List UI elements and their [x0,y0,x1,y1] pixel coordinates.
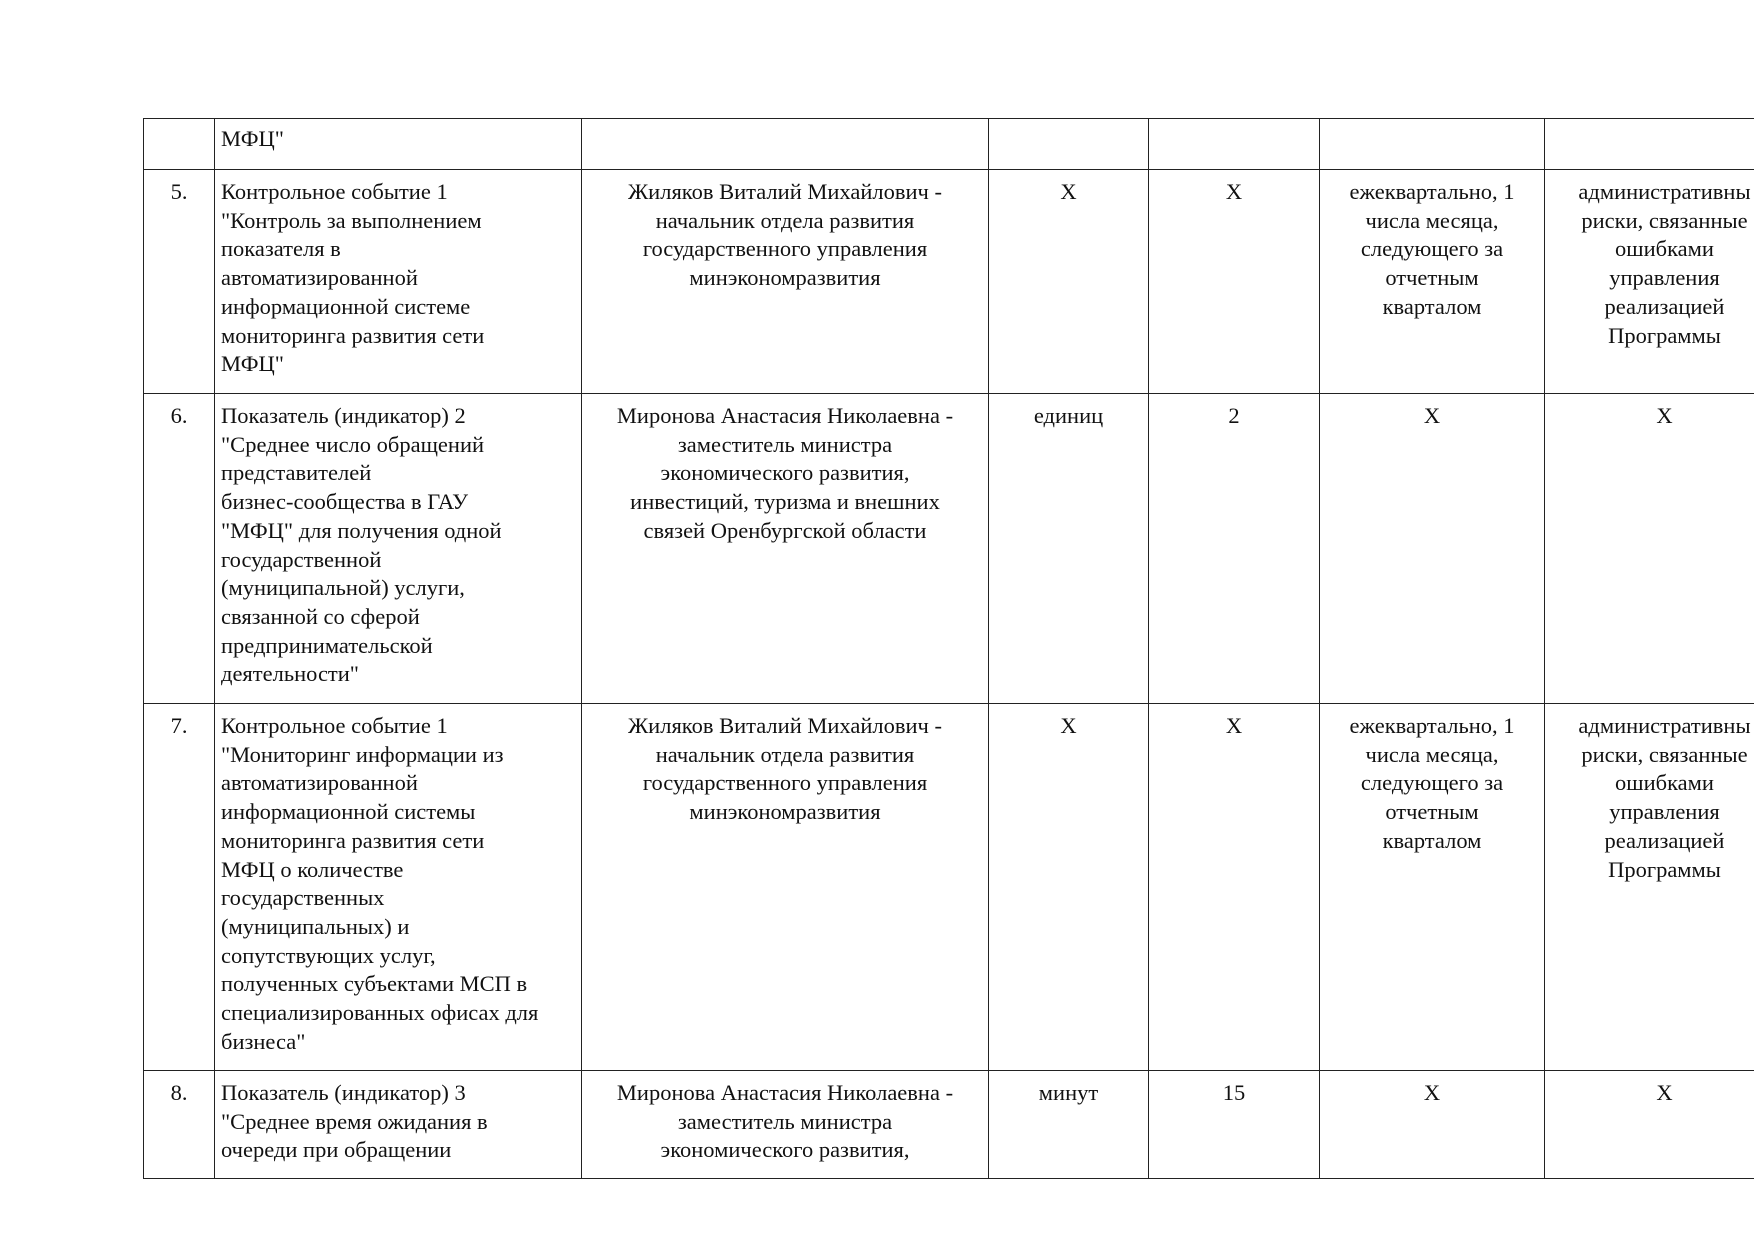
risks-cell: Х [1545,394,1754,704]
table-row [144,170,1754,394]
responsible-person-cell: Жиляков Виталий Михайлович - начальник отдела развития государственного управления минэкономразвития [582,704,989,1071]
risks-cell: административны риски, связанные ошибками управления реализацией Программы [1545,170,1754,394]
reporting-period-cell: Х [1320,1071,1545,1179]
target-value-cell: 2 [1149,394,1320,704]
table-row [144,394,1754,704]
table-row [144,1071,1754,1179]
row-number-cell [144,119,215,170]
unit-cell: единиц [989,394,1149,704]
risks-cell [1545,119,1754,170]
item-name-cell: Контрольное событие 1 "Контроль за выполнением показателя в автоматизированной информационной системе мониторинга развития сети МФЦ" [215,170,582,394]
responsible-person-cell: Миронова Анастасия Николаевна - заместитель министра экономического развития, [582,1071,989,1179]
target-value-cell: Х [1149,704,1320,1071]
responsible-person-cell: Жиляков Виталий Михайлович - начальник отдела развития государственного управления минэкономразвития [582,170,989,394]
item-name-cell: Показатель (индикатор) 3 "Среднее время ожидания в очереди при обращении [215,1071,582,1179]
item-name-cell: МФЦ" [215,119,582,170]
target-value-cell [1149,119,1320,170]
risks-cell: Х [1545,1071,1754,1179]
row-number-cell: 7. [144,704,215,1071]
row-number-cell: 5. [144,170,215,394]
row-number-cell: 6. [144,394,215,704]
row-number-cell: 8. [144,1071,215,1179]
reporting-period-cell: Х [1320,394,1545,704]
unit-cell: Х [989,704,1149,1071]
table-row [144,119,1754,170]
responsible-person-cell [582,119,989,170]
unit-cell: Х [989,170,1149,394]
unit-cell: минут [989,1071,1149,1179]
target-value-cell: Х [1149,170,1320,394]
reporting-period-cell [1320,119,1545,170]
reporting-period-cell: ежеквартально, 1 числа месяца, следующего за отчетным кварталом [1320,170,1545,394]
unit-cell [989,119,1149,170]
responsible-person-cell: Миронова Анастасия Николаевна - заместитель министра экономического развития, инвестиций, туризма и внешних связей Оренбургской области [582,394,989,704]
program-table [143,118,1754,1179]
reporting-period-cell: ежеквартально, 1 числа месяца, следующего за отчетным кварталом [1320,704,1545,1071]
item-name-cell: Показатель (индикатор) 2 "Среднее число обращений представителей бизнес-сообщества в ГАУ "МФЦ" для получения одной государственной (муниципальной) услуги, связанной со сферой предпринимательской деятельности" [215,394,582,704]
risks-cell: административны риски, связанные ошибками управления реализацией Программы [1545,704,1754,1071]
table-row [144,704,1754,1071]
item-name-cell: Контрольное событие 1 "Мониторинг информации из автоматизированной информационной системы мониторинга развития сети МФЦ о количестве государственных (муниципальных) и сопутствующих услуг, полученных субъектами МСП в специализированных офисах для бизнеса" [215,704,582,1071]
target-value-cell: 15 [1149,1071,1320,1179]
